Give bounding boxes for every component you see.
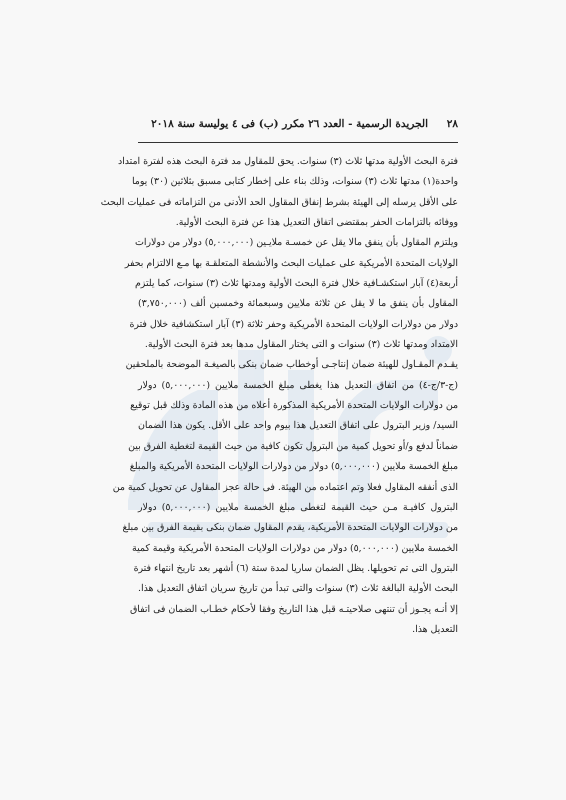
text-line: مبلغ الخمسة ملايين (٥,٠٠٠,٠٠٠) دولار من دولارات الولايات المتحدة الأمريكية والمبلغ [129,461,458,473]
text-line: المقاول بأن ينفق ما لا يقل عن ثلاثة ملايين وسبعمائة وخمسين ألف (٣,٧٥٠,٠٠٠) [138,298,458,310]
text-line: واحدة(١) مدتها ثلاث (٣) سنوات، وذلك بناء على إخطار كتابى مسبق بثلاثين (٣٠) يوما [131,176,458,188]
text-line: من دولارات الولايات المتحدة الأمريكية، يقدم المقاول ضمان بنكى بقيمة الفرق بين مبلغ [122,522,458,534]
text-line: ووفائه بالتزامات الحفر بمقتضى اتفاق التعديل هذا عن فترة البحث الأولية. [175,217,458,229]
page-header [138,118,458,138]
text-line: الولايات المتحدة الأمريكية على عمليات البحث والأنشطة المتعلقـة بها مـع الالتزام بحفر [124,257,458,269]
text-line: فترة البحث الأولية مدتها ثلاث (٣) سنوات. يحق للمقاول مد فترة البحث هذه لفترة امتداد [117,156,458,167]
gazette-issue-title: الجريدة الرسمية - العدد ٢٦ مكرر (ب) فى ٤ يوليسة سنة ٢٠١٨ [151,118,428,130]
text-line: على الأقل يرسله إلى الهيئة بشرط إنفاق المقاول الحد الأدنى من التزاماته فى عمليات البحث [100,196,458,208]
text-line: التعديل هذا. [412,623,458,635]
text-line: من دولارات الولايات المتحدة الأمريكية المذكورة أعلاه من هذه المادة وذلك قبل توقيع [130,400,458,412]
article-body [100,152,458,640]
text-line: الذى أنفقه المقاول فعلا وتم اعتماده من الهيئة. فى حالة عجز المقاول عن تحويل كمية من [112,481,458,493]
text-line: البترول كافيـة مـن حيث القيمة لتغطى مبلغ الخمسة ملايين (٥,٠٠٠,٠٠٠) دولار [138,501,458,513]
header-divider [138,142,458,143]
text-line: دولار من دولارات الولايات المتحدة الأمريكية وحفر ثلاثة (٣) آبار استكشافية خلال فترة [129,318,458,330]
text-line: إلا أنـه يجـوز أن تنتهى صلاحيتـه قبل هذا التاريخ وفقا لأحكام خطـاب الضمان فى اتفاق [130,603,458,615]
text-line: السيد/ وزير البترول على اتفاق التعديل هذا بيوم واحد على الأقل. يكون هذا الضمان [138,420,458,432]
text-line: ويلتزم المقاول بأن ينفق مالا يقل عن خمسـة ملايـين (٥,٠٠٠,٠٠٠) دولار من دولارات [135,237,458,249]
text-line: البترول التى تم تحويلها. يظل الضمان ساريا لمدة ستة (٦) أشهر بعد تاريخ انتهاء فترة [133,562,458,574]
text-line: ضماناً لدفع و/أو تحويل كمية من البترول تكون كافية من حيث القيمة لتغطية الفرق بين [128,440,458,452]
text-line: أربعة(٤) آبار استكشـافية خلال فترة البحث الأولية ومدتها ثلاث (٣) سنوات، كما يلتزم [134,278,458,290]
text-line: الامتداد ومدتها ثلاث (٣) سنوات و التى يختار المقاول مدها بعد فترة البحث الأولية. [144,339,458,351]
text-line: يقـدم المقـاول للهيئة ضمان إنتاجـى أوخطاب ضمان بنكى بالصيغـة الموضحة بالملحقين [125,359,458,371]
text-line: البحث الأولية البالغة ثلاث (٣) سنوات والتى تبدأ من تاريخ سريان اتفاق التعديل هذا. [138,583,458,595]
page-number: ٢٨ [446,118,458,130]
text-line: الخمسة ملايين (٥,٠٠٠,٠٠٠) دولار من دولارات الولايات المتحدة الأمريكية وقيمة كمية [132,542,458,554]
text-line: (ج-٣/ج-٤) من اتفاق التعديل هذا يغطى مبلغ الخمسة ملايين (٥,٠٠٠,٠٠٠) دولار [138,379,458,391]
